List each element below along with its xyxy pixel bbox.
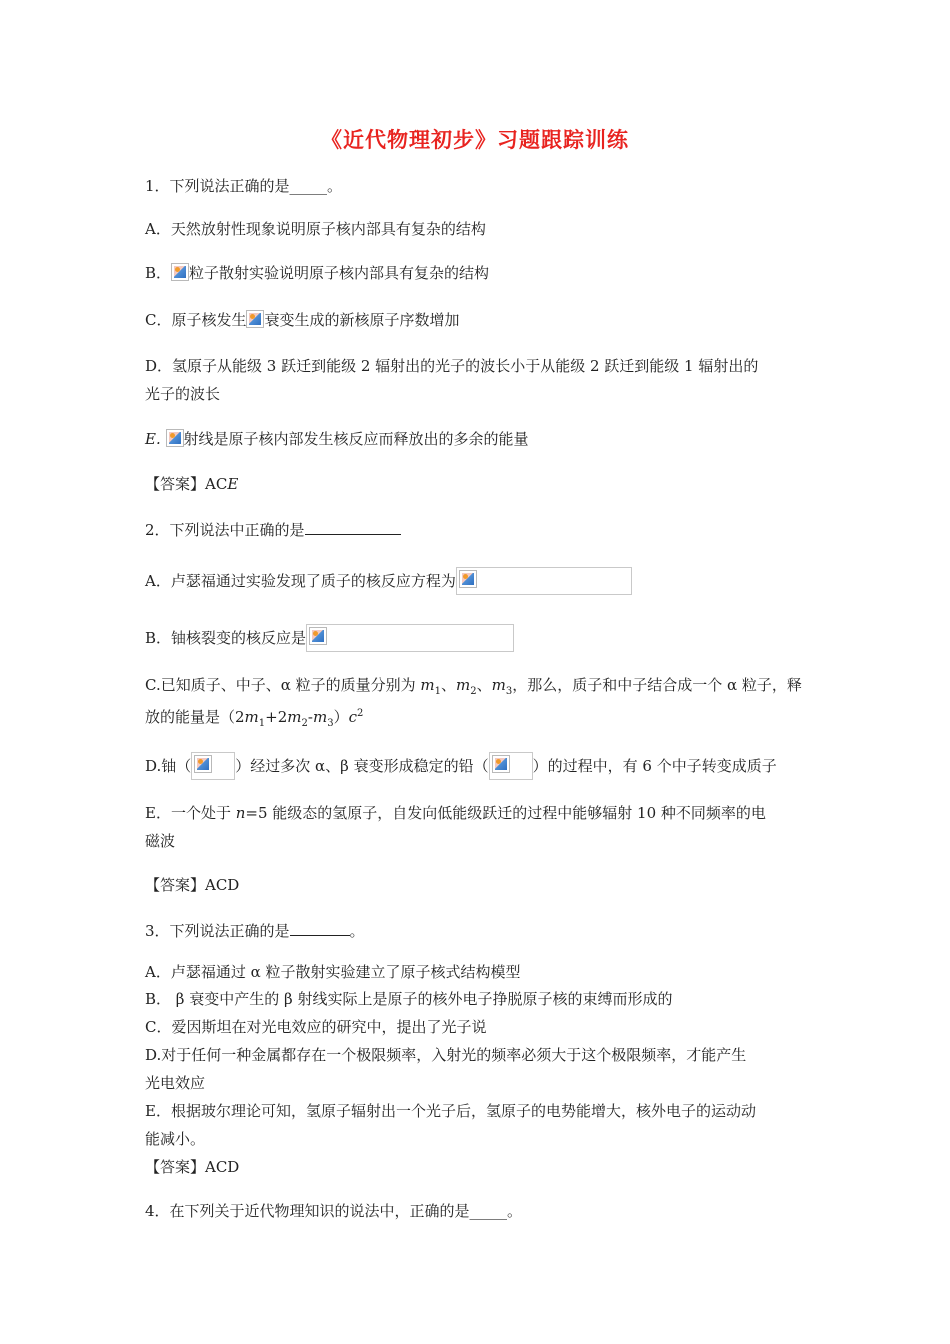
q2-option-d bbox=[145, 752, 777, 780]
q2-c-m1: m bbox=[420, 676, 435, 694]
q3-option-a: A．卢瑟福通过 α 粒子散射实验建立了原子核式结构模型 bbox=[145, 963, 521, 981]
formula-image-box bbox=[306, 624, 514, 652]
broken-image-icon bbox=[194, 755, 212, 773]
q2-d-text: ）经过多次 α、β 衰变形成稳定的铅（ bbox=[235, 757, 489, 775]
q3-option-e-line1: E．根据玻尔理论可知，氢原子辐射出一个光子后，氢原子的电势能增大，核外电子的运动动 bbox=[145, 1102, 756, 1120]
q2-c-text: C.已知质子、中子、α 粒子的质量分别为 bbox=[145, 676, 421, 694]
q1-option-b-label: B． bbox=[145, 264, 172, 282]
q3-answer: 【答案】ACD bbox=[145, 1158, 240, 1176]
q2-option-a-text: A．卢瑟福通过实验发现了质子的核反应方程为 bbox=[145, 572, 456, 590]
q1-option-d-line2: 光子的波长 bbox=[145, 385, 221, 403]
q2-c-text: ） bbox=[333, 708, 349, 726]
q3-option-b: B． β 衰变中产生的 β 射线实际上是原子的核外电子挣脱原子核的束缚而形成的 bbox=[145, 990, 673, 1008]
q2-option-b bbox=[145, 624, 514, 652]
q2-c-text: ，那么，质子和中子结合成一个 α 粒子，释 bbox=[512, 676, 802, 694]
q2-d-text: D.铀（ bbox=[145, 757, 192, 775]
broken-image-icon bbox=[492, 755, 510, 773]
q2-c-m1: m bbox=[244, 708, 259, 726]
broken-image-icon bbox=[166, 429, 184, 447]
q1-option-d-line1: D．氢原子从能级 3 跃迁到能级 2 辐射出的光子的波长小于从能级 2 跃迁到能级 1 辐射出的 bbox=[145, 357, 759, 375]
q1-option-e bbox=[145, 429, 529, 449]
q2-c-m3: m bbox=[312, 708, 328, 726]
q2-c-sep: 、 bbox=[441, 676, 457, 694]
q2-c-m3: m bbox=[491, 676, 506, 694]
q3-option-e-line2: 能减小。 bbox=[145, 1130, 206, 1148]
q2-e-text: =5 能级态的氢原子，自发向低能级跃迁的过程中能够辐射 10 种不同频率的电 bbox=[245, 804, 766, 822]
q1-answer-text: 【答案】AC bbox=[145, 475, 228, 493]
broken-image-icon bbox=[246, 310, 264, 328]
q3-option-d-line2: 光电效应 bbox=[145, 1074, 206, 1092]
q1-option-e-label: E. bbox=[145, 430, 161, 448]
q2-c-text: +2 bbox=[265, 708, 288, 726]
formula-image-box bbox=[456, 567, 632, 595]
q4-stem: 4．在下列关于近代物理知识的说法中，正确的是_____。 bbox=[145, 1202, 523, 1220]
q2-stem bbox=[145, 518, 401, 540]
q2-option-c-line1: C.已知质子、中子、α 粒子的质量分别为 $m_1$、$m_2$、$m_3$，那么，质子和中子结合成一个 α 粒子，释 bbox=[145, 676, 802, 697]
formula-image-box bbox=[489, 752, 533, 780]
q1-stem: 1．下列说法正确的是_____。 bbox=[145, 177, 343, 195]
q2-option-b-text: B．铀核裂变的核反应是 bbox=[145, 629, 307, 647]
q2-c-text: - bbox=[307, 708, 313, 726]
broken-image-icon bbox=[171, 263, 189, 281]
q2-c-m2: m bbox=[287, 708, 302, 726]
q1-option-a: A．天然放射性现象说明原子核内部具有复杂的结构 bbox=[145, 220, 486, 238]
q3-stem-text: 3．下列说法正确的是 bbox=[145, 922, 290, 940]
broken-image-icon bbox=[309, 627, 327, 645]
q2-c-sep: 、 bbox=[476, 676, 492, 694]
q2-option-e-line2: 磁波 bbox=[145, 832, 176, 850]
q1-option-e-text: 射线是原子核内部发生核反应而释放出的多余的能量 bbox=[183, 430, 529, 448]
q3-option-d-line1: D.对于任何一种金属都存在一个极限频率，入射光的频率必须大于这个极限频率，才能产生 bbox=[145, 1046, 747, 1064]
q1-option-b bbox=[145, 263, 489, 283]
q2-c-light-speed: c bbox=[348, 708, 357, 726]
q1-answer-italic: E bbox=[227, 475, 239, 493]
q2-option-c-line2: 放的能量是$(2m_1+2m_2-m_3)c^2$ bbox=[145, 708, 364, 729]
q2-e-text: E．一个处于 bbox=[145, 804, 236, 822]
q2-d-text: ）的过程中，有 6 个中子转变成质子 bbox=[532, 757, 777, 775]
broken-image-icon bbox=[459, 570, 477, 588]
q2-c-m2: m bbox=[456, 676, 471, 694]
q2-answer: 【答案】ACD bbox=[145, 876, 240, 894]
q3-option-c: C．爱因斯坦在对光电效应的研究中，提出了光子说 bbox=[145, 1018, 487, 1036]
q2-option-a bbox=[145, 567, 632, 595]
q1-answer bbox=[145, 474, 238, 494]
q2-option-e-line1 bbox=[145, 803, 766, 823]
q1-option-c-text-end: 衰变生成的新核原子序数增加 bbox=[264, 311, 460, 329]
answer-blank bbox=[305, 518, 401, 535]
q2-c-text: 放的能量是（2 bbox=[145, 708, 245, 726]
q1-option-c-text-start: C．原子核发生 bbox=[145, 311, 247, 329]
q2-e-n: n bbox=[235, 804, 246, 822]
answer-blank bbox=[290, 919, 350, 936]
q1-option-c bbox=[145, 310, 460, 330]
formula-image-box bbox=[191, 752, 235, 780]
q3-stem bbox=[145, 919, 365, 941]
q1-option-b-text: 粒子散射实验说明原子核内部具有复杂的结构 bbox=[189, 264, 490, 282]
q2-stem-text: 2．下列说法中正确的是 bbox=[145, 521, 305, 539]
q3-stem-end: 。 bbox=[349, 922, 365, 940]
page-title: 《近代物理初步》习题跟踪训练 bbox=[321, 127, 629, 152]
